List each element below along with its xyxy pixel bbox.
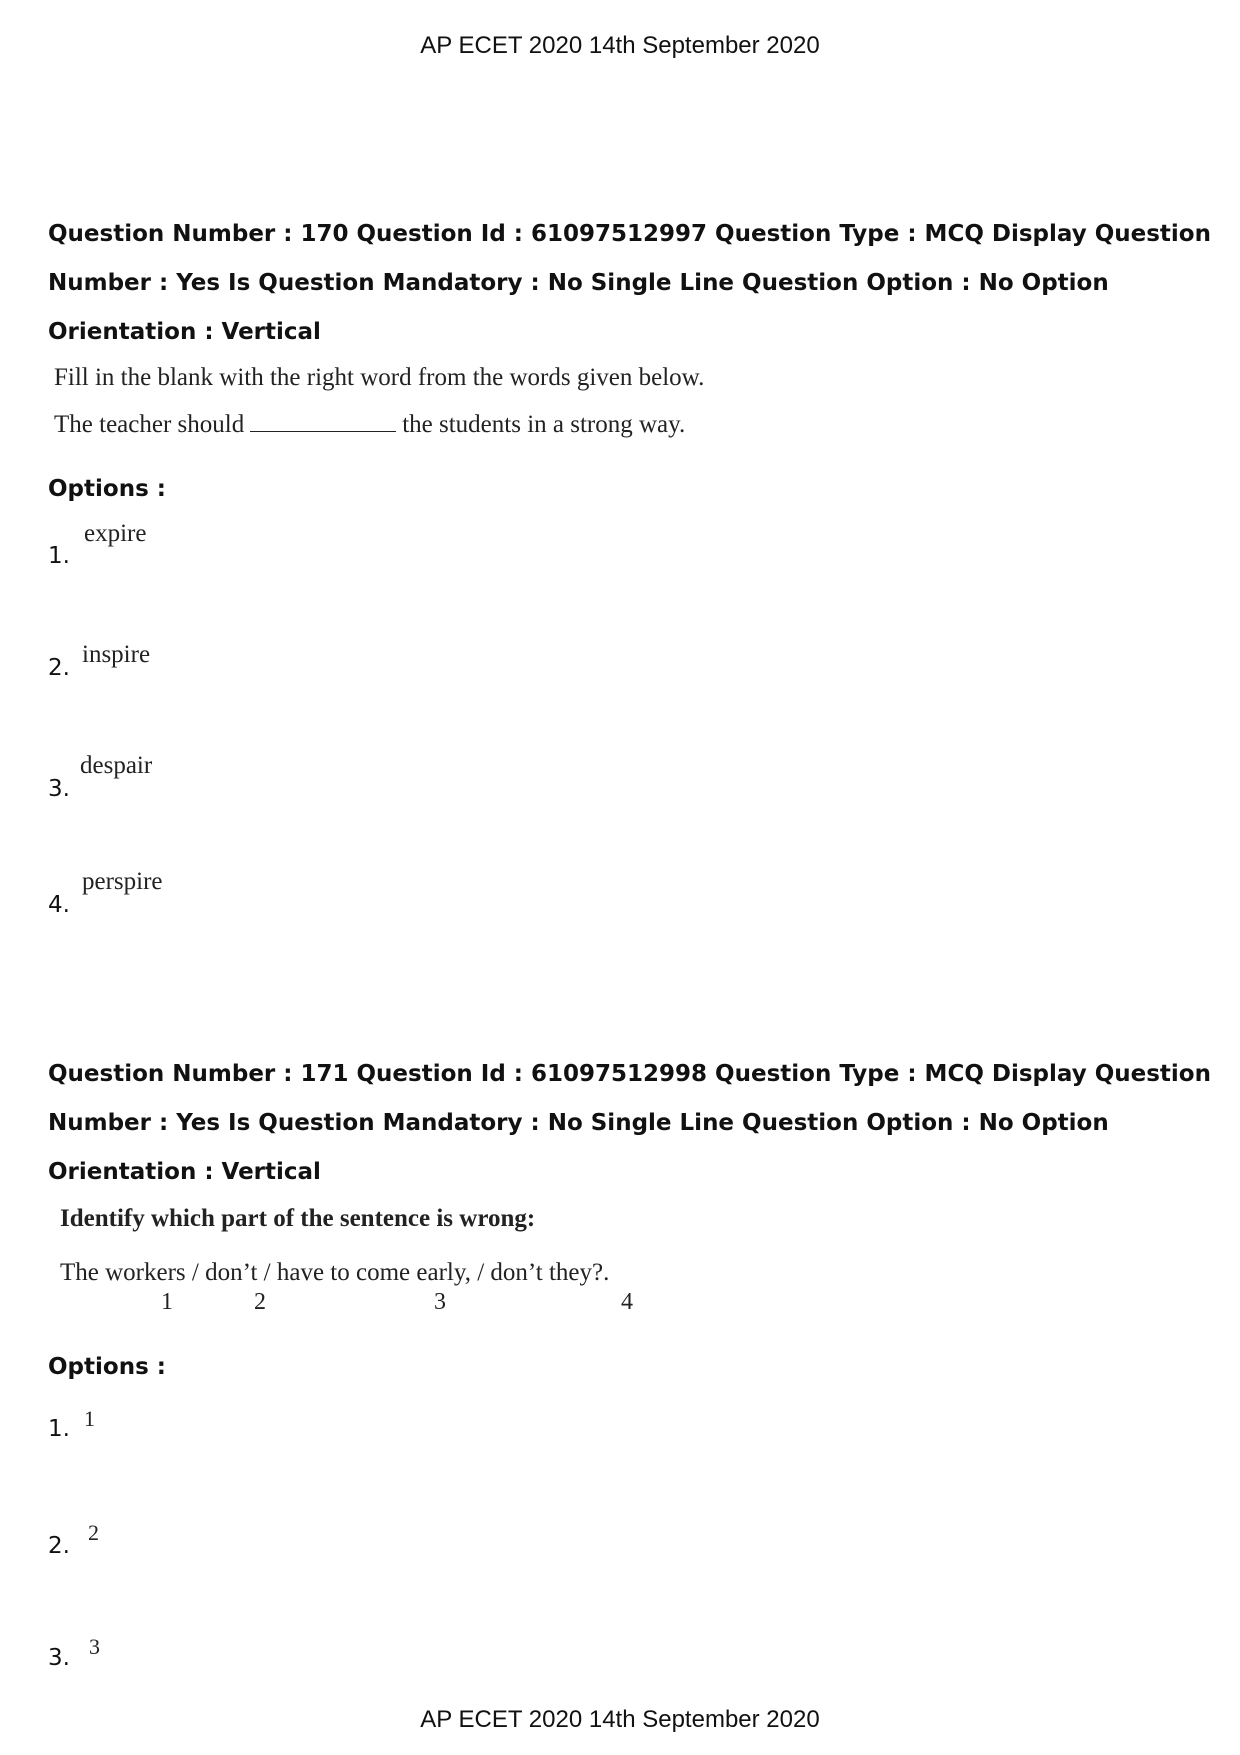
option-text[interactable]: inspire — [82, 641, 151, 668]
meta-line: Number : Yes Is Question Mandatory : No Single Line Question Option : No Option — [48, 270, 1109, 296]
page-footer: AP ECET 2020 14th September 2020 — [420, 1706, 820, 1733]
part-number: 2 — [254, 1289, 266, 1315]
option-number: 2. — [48, 655, 70, 681]
option-number: 2. — [48, 1533, 70, 1559]
option-number: 1. — [48, 1416, 70, 1442]
meta-line: Number : Yes Is Question Mandatory : No Single Line Question Option : No Option — [48, 1110, 1109, 1136]
option-text[interactable]: 2 — [88, 1520, 99, 1545]
part-number: 1 — [161, 1289, 173, 1315]
meta-line: Question Number : 170 Question Id : 61097512997 Question Type : MCQ Display Question — [48, 221, 1211, 247]
option-text[interactable]: perspire — [82, 868, 163, 895]
sentence-after-blank: the students in a strong way. — [402, 411, 686, 438]
part-number: 3 — [434, 1289, 446, 1315]
part-number: 4 — [621, 1289, 633, 1315]
option-text[interactable]: 1 — [84, 1406, 95, 1431]
options-label: Options : — [48, 1354, 166, 1380]
option-number: 3. — [48, 1645, 70, 1671]
sentence-before-blank: The teacher should — [54, 411, 245, 438]
meta-line: Orientation : Vertical — [48, 319, 321, 345]
meta-line: Question Number : 171 Question Id : 61097512998 Question Type : MCQ Display Question — [48, 1061, 1211, 1087]
option-text[interactable]: expire — [84, 520, 147, 547]
option-text[interactable]: 3 — [89, 1634, 100, 1659]
question-170-meta — [48, 210, 1211, 357]
option-number: 4. — [48, 892, 70, 918]
page-header: AP ECET 2020 14th September 2020 — [420, 32, 820, 59]
question-171-sentence: The workers / don’t / have to come early, / don’t they?. — [60, 1259, 610, 1286]
meta-line: Orientation : Vertical — [48, 1159, 321, 1185]
option-text[interactable]: despair — [80, 752, 153, 779]
question-170-sentence — [54, 411, 685, 439]
option-number: 1. — [48, 543, 70, 569]
question-170-instruction: Fill in the blank with the right word from the words given below. — [54, 364, 705, 391]
question-171-meta — [48, 1050, 1211, 1197]
question-171-instruction: Identify which part of the sentence is wrong: — [60, 1205, 536, 1232]
option-number: 3. — [48, 776, 70, 802]
options-label: Options : — [48, 476, 166, 502]
blank-line — [250, 411, 396, 432]
